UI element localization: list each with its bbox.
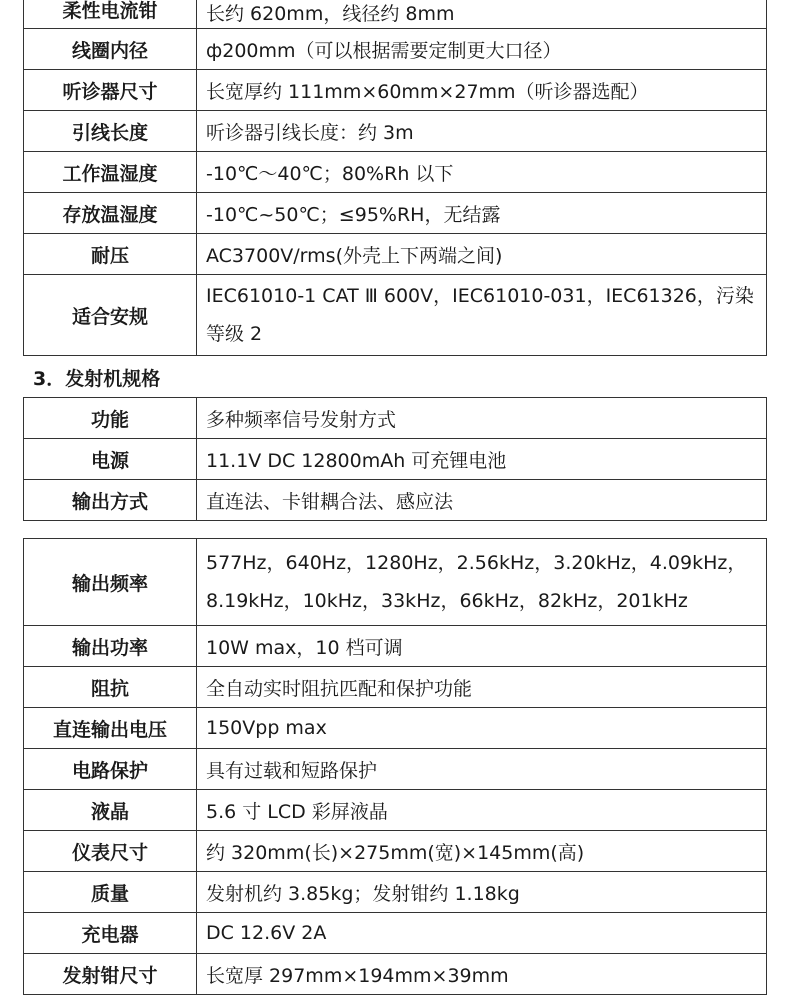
row-value: 直连法、卡钳耦合法、感应法 (197, 480, 767, 521)
table-row (24, 667, 767, 708)
table-row (24, 111, 767, 152)
row-label: 功能 (24, 398, 197, 439)
table-row (24, 749, 767, 790)
table-row (24, 152, 767, 193)
table-row (24, 70, 767, 111)
row-value: 150Vpp max (197, 708, 767, 749)
row-value: 全自动实时阻抗匹配和保护功能 (197, 667, 767, 708)
row-label: 仪表尺寸 (24, 831, 197, 872)
row-value: 长宽厚约 111mm×60mm×27mm（听诊器选配） (197, 70, 767, 111)
row-value: 10W max，10 档可调 (197, 626, 767, 667)
transmitter-spec-table-a (23, 397, 767, 521)
row-label: 发射钳尺寸 (24, 954, 197, 995)
row-value: AC3700V/rms(外壳上下两端之间) (197, 234, 767, 275)
table-row (24, 872, 767, 913)
section-title: 3．发射机规格 (33, 368, 161, 390)
row-value: 多种频率信号发射方式 (197, 398, 767, 439)
row-label: 液晶 (24, 790, 197, 831)
row-value: 长宽厚 297mm×194mm×39mm (197, 954, 767, 995)
transmitter-spec-table-b (23, 538, 767, 995)
row-value: 具有过载和短路保护 (197, 749, 767, 790)
row-label: 引线长度 (24, 111, 197, 152)
table-row (24, 831, 767, 872)
row-value: IEC61010-1 CAT Ⅲ 600V，IEC61010-031，IEC61326，污染等级 2 (197, 275, 767, 356)
table-row (24, 626, 767, 667)
row-label: 输出频率 (24, 539, 197, 626)
table-row (24, 439, 767, 480)
row-value: 长约 620mm，线径约 8mm (197, 0, 767, 29)
table-row (24, 790, 767, 831)
table-row (24, 539, 767, 626)
row-value: 5.6 寸 LCD 彩屏液晶 (197, 790, 767, 831)
row-label: 电源 (24, 439, 197, 480)
table-row (24, 480, 767, 521)
row-label: 充电器 (24, 913, 197, 954)
row-value: 约 320mm(长)×275mm(宽)×145mm(高) (197, 831, 767, 872)
row-label: 阻抗 (24, 667, 197, 708)
table-row (24, 708, 767, 749)
table-row (24, 398, 767, 439)
table-row (24, 193, 767, 234)
row-label: 输出方式 (24, 480, 197, 521)
row-value: 577Hz，640Hz，1280Hz，2.56kHz，3.20kHz，4.09kHz，8.19kHz，10kHz，33kHz，66kHz，82kHz，201kHz (197, 539, 767, 626)
table-row (24, 29, 767, 70)
row-value: 听诊器引线长度：约 3m (197, 111, 767, 152)
row-value: ф200mm（可以根据需要定制更大口径） (197, 29, 767, 70)
table-row (24, 0, 767, 29)
row-value: -10℃～40℃；80%Rh 以下 (197, 152, 767, 193)
row-label: 质量 (24, 872, 197, 913)
receiver-spec-table (23, 0, 767, 356)
table-row (24, 234, 767, 275)
row-label: 直连输出电压 (24, 708, 197, 749)
table-row (24, 954, 767, 995)
row-label: 输出功率 (24, 626, 197, 667)
table-row (24, 913, 767, 954)
table-row (24, 275, 767, 356)
row-label: 线圈内径 (24, 29, 197, 70)
row-label: 听诊器尺寸 (24, 70, 197, 111)
row-label: 存放温湿度 (24, 193, 197, 234)
row-value: -10℃~50℃；≤95%RH，无结露 (197, 193, 767, 234)
row-label: 耐压 (24, 234, 197, 275)
row-label: 适合安规 (24, 275, 197, 356)
row-value: DC 12.6V 2A (197, 913, 767, 954)
row-label: 电路保护 (24, 749, 197, 790)
row-label: 柔性电流钳 (24, 0, 197, 29)
row-label: 工作温湿度 (24, 152, 197, 193)
row-value: 11.1V DC 12800mAh 可充锂电池 (197, 439, 767, 480)
row-value: 发射机约 3.85kg；发射钳约 1.18kg (197, 872, 767, 913)
